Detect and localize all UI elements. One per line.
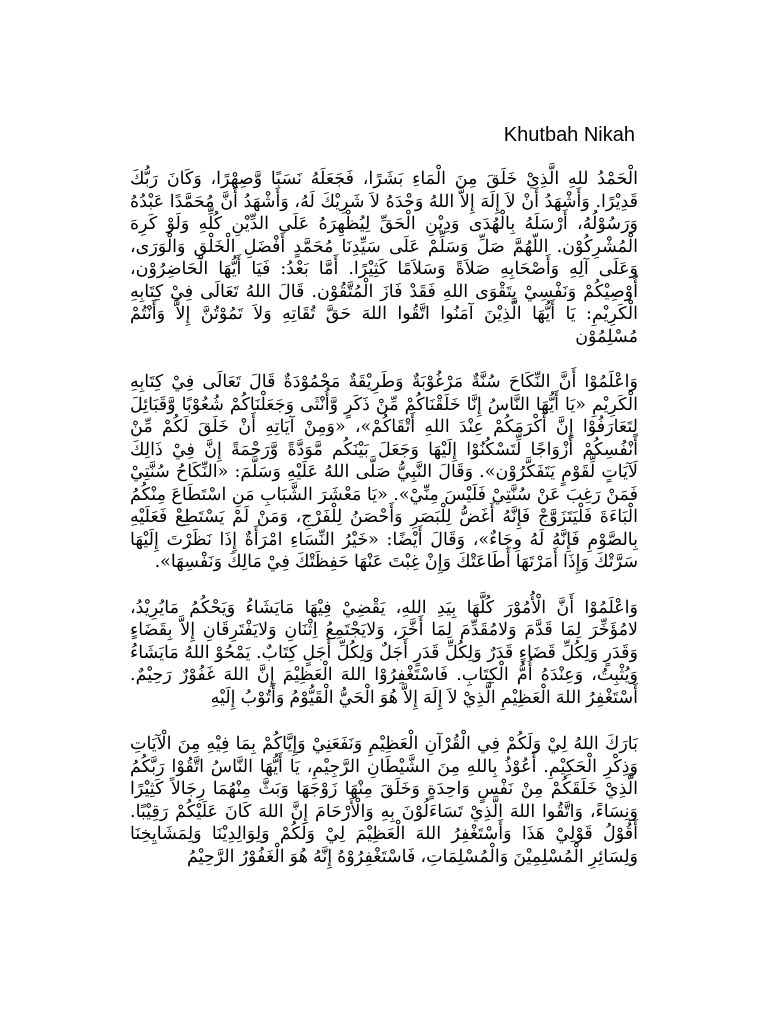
paragraph-marriage-sunnah: وَاعْلَمُوْا أَنَّ النِّكَاحَ سُنَّةٌ مَرْغُوْبَةٌ وَطَرِيْقَةٌ مَحْمُوْدَةٌ قَالَ تَعَالَى فِيْ كِتَابِهِ الْكَرِيْمِ «يَا أَيُّهَا النَّاسُ إِنَّا خَلَقْنَاكُمْ مِّنْ ذَكَرٍ وَّأُنْثَى وَجَعَلْنَاكُمْ شُعُوْبًا وَّقَبَائِلَ لِتَعَارَفُوْا إِنَّ أَكْرَمَكُمْ عِنْدَ اللهِ أَتْقَاكُمْ»، «وَمِنْ آيَاتِهِ أَنْ خَلَقَ لَكُمْ مِّنْ أَنْفُسِكُمْ أَزْوَاجًا لِّتَسْكُنُوْا إِلَيْهَا وَجَعَلَ بَيْنَكُم مَّوَدَّةً وَّرَحْمَةً إِنَّ فِيْ ذَالِكَ لَآيَاتٍ لِّقَوْمٍ يَتَفَكَّرُوْن». وَقَالَ النَّبِيُّ صَلَّى اللهُ عَلَيْهِ وَسَلَّمَ: «النِّكَاحُ سُنَّتِيْ فَمَنْ رَغِبَ عَنْ سُنَّتِيْ فَلَيْسَ مِنِّيْ». «يَا مَعْشَرَ الشَّبَابِ مَنِ اسْتَطَاعَ مِنْكُمُ الْبَاءَةَ فَلْيَتَزَوَّجْ فَإِنَّهُ أَغَضُّ لِلْبَصَرِ وَأَحْصَنُ لِلْفَرْجِ، وَمَنْ لَمْ يَسْتَطِعْ فَعَلَيْهِ بِالصَّوْمِ فَإِنَّهُ لَهُ وِجَاءٌ»، وَقَالَ أَيْضًا: «خَيْرُ النِّسَاءِ امْرَأَةٌ إِذَا نَظَرْتَ إِلَيْهَا سَرَّتْكَ وَإِذَا أَمَرْتَهَا أَطَاعَتْكَ وَإِنْ غِبْتَ عَنْهَا حَفِظَتْكَ فِيْ مَالِكَ وَنَفْسِهَا».: [130, 372, 638, 572]
paragraph-closing-prayer: بَارَكَ اللهُ لِيْ وَلَكُمْ فِي الْقُرْآنِ الْعَظِيْمِ وَنَفَعَنِيْ وَإِيَّاكُمْ بِمَا فِيْهِ مِنَ الْآيَاتِ وَذِكْرِ الْحَكِيْمِ. أَعُوْذُ بِاللهِ مِنَ الشَّيْطَانِ الرَّجِيْمِ، يَا أَيُّهَا النَّاسُ اتَّقُوْا رَبَّكُمُ الَّذِيْ خَلَقَكُمْ مِنْ نَفْسٍ وَاحِدَةٍ وَخَلَقَ مِنْهَا زَوْجَهَا وَبَثَّ مِنْهُمَا رِجَالاً كَثِيْرًا وَنِسَاءً، وَاتَّقُوا اللهَ الَّذِيْ تَسَاءَلُوْنَ بِهِ وَالْأَرْحَامَ إِنَّ اللهَ كَانَ عَلَيْكُمْ رَقِيْبًا. أَقُوْلُ قَوْلِيْ هَذَا وَأَسْتَغْفِرُ اللهَ الْعَظِيْمَ لِيْ وَلَكُمْ وَلِوَالِدِيْنَا وَلِمَشَايِخِنَا وَلِسَائِرِ الْمُسْلِمِيْنَ وَالْمُسْلِمَاتِ، فَاسْتَغْفِرُوْهُ إِنَّهُ هُوَ الْغَفُوْرُ الرَّحِيْمُ: [130, 734, 638, 867]
page-title: Khutbah Nikah: [503, 124, 635, 146]
paragraph-divine-decree: وَاعْلَمُوْا أَنَّ الْأُمُوْرَ كُلَّهَا بِيَدِ اللهِ، يَقْضِيْ فِيْهَا مَايَشَاءُ وَيَحْكُمُ مَايُرِيْدُ، لامُؤَخِّرَ لِمَا قَدَّمَ وَلامُقَدِّمَ لِمَا أَخَّرَ، وَلايَجْتَمِعُ اِثْنَانِ وَلايَفْتَرِقَانِ إِلاَّ بِقَضَاءٍ وَقَدَرٍ وَلِكُلِّ قَضَاءٍ قَدَرٌ وَلِكُلِّ قَدَرٍ أَجَلٌ وَلِكُلِّ أَجَلٍ كِتَابٌ. يَمْحُوْ اللهُ مَايَشَاءُ وَيُثْبِتُ، وَعِنْدَهُ أُمُّ الْكِتَابِ. فَاسْتَغْفِرُوْا اللهَ الْعَظِيْمَ إِنَّ اللهَ غَفُوْرٌ رَحِيْمٌ. أَسْتَغْفِرُ اللهَ الْعَظِيْمِ الَّذِيْ لاَ إِلَهَ إِلاَّ هُوَ الْحَيُّ الْقَيُّوْمُ وَأَتُوْبُ إِلَيْهِ: [130, 597, 638, 708]
paragraph-opening-praise: الْحَمْدُ للهِ الَّذِيْ خَلَقَ مِنَ الْمَاءِ بَشَرًا، فَجَعَلَهُ نَسَبًا وَّصِهْرًا، وَكَانَ رَبُّكَ قَدِيْرًا. وَأَشْهَدُ أَنْ لاَ إِلَهَ إِلاَّ اللهُ وَحْدَهُ لاَ شَرِيْكَ لَهُ، وَأَشْهَدُ أَنَّ مُحَمَّدًا عَبْدُهُ وَرَسُوْلُهُ، أَرْسَلَهُ بِالْهُدَى وَدِيْنِ الْحَقِّ لِيُظْهِرَهُ عَلَى الدِّيْنِ كُلِّهِ وَلَوْ كَرِهَ الْمُشْرِكُوْن. اللّهُمَّ صَلِّ وَسَلِّمْ عَلَى سَيِّدِنَا مُحَمَّدٍ أَفْضَلِ الْخَلْقِ وَالْوَرَى، وَعَلَى آلِهِ وَأَصْحَابِهِ صَلاَةً وَسَلاَمًا كَثِيْرًا. أَمَّا بَعْدُ: فَيَا أَيُّهَا الْحَاضِرُوْن، أُوْصِيْكُمْ وَنَفْسِيْ بِتَقْوَى اللهِ فَقَدْ فَازَ الْمُتَّقُوْن. قَالَ اللهُ تَعَالَى فِيْ كِتَابِهِ الْكَرِيْمِ: يَا أَيُّهَا الَّذِيْنَ آمَنُوا اتَّقُوا اللهَ حَقَّ تُقَاتِهِ وَلاَ تَمُوْتُنَّ إِلاَّ وَأَنْتُمْ مُسْلِمُوْن: [130, 169, 638, 347]
khutbah-body: [130, 168, 638, 868]
